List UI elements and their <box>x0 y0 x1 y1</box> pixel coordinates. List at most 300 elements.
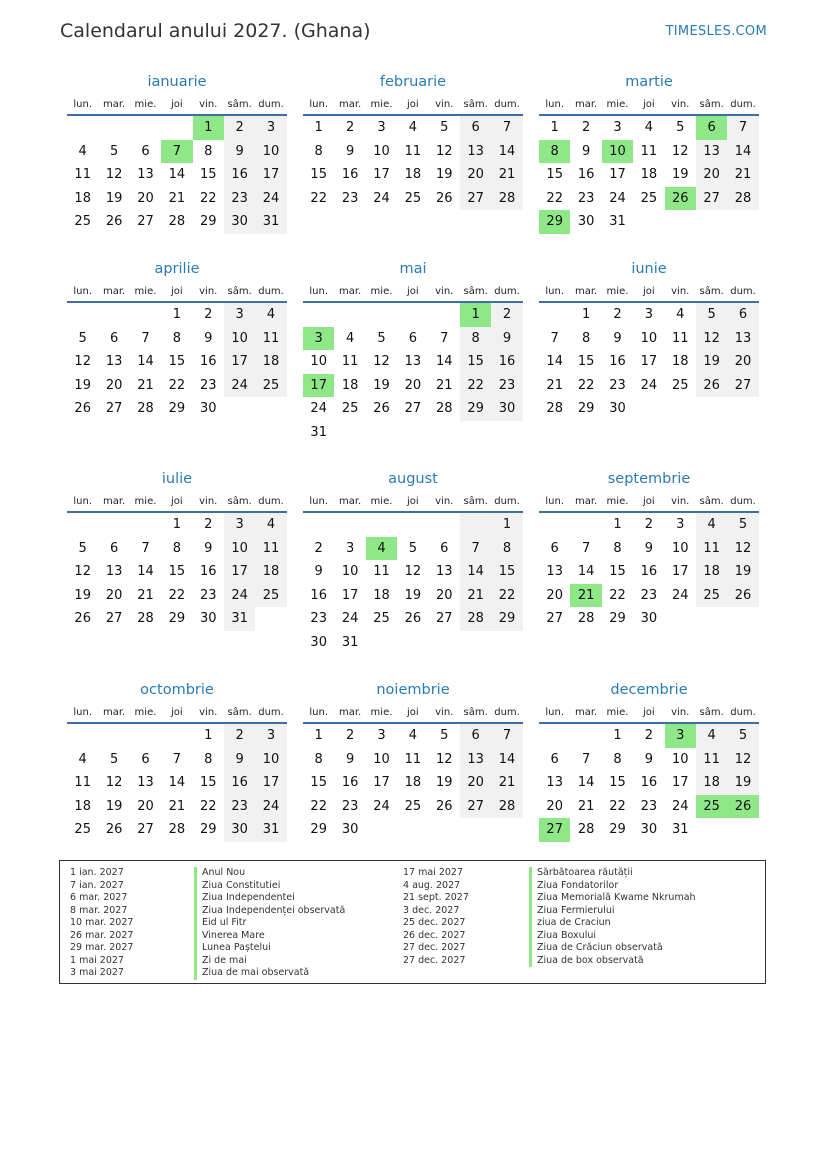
day-cell[interactable]: 30 <box>341 822 359 838</box>
day-cell[interactable]: 26 <box>74 611 91 627</box>
day-cell[interactable]: 22 <box>168 587 186 603</box>
day-cell[interactable]: 6 <box>109 330 119 346</box>
day-cell[interactable]: 9 <box>644 751 653 767</box>
day-cell[interactable]: 19 <box>435 167 453 183</box>
day-cell[interactable]: 31 <box>671 822 689 838</box>
day-cell[interactable]: 8 <box>613 540 622 556</box>
day-cell[interactable]: 25 <box>74 822 91 838</box>
day-cell[interactable]: 22 <box>609 587 626 603</box>
day-cell[interactable]: 4 <box>676 307 685 322</box>
day-cell[interactable]: 16 <box>199 354 217 370</box>
day-cell[interactable]: 6 <box>141 143 150 159</box>
day-cell[interactable]: 2 <box>224 116 255 140</box>
day-cell[interactable]: 19 <box>404 587 422 603</box>
day-cell[interactable]: 1 <box>550 120 559 135</box>
day-cell[interactable]: 13 <box>404 354 422 370</box>
day-cell[interactable]: 5 <box>109 143 119 159</box>
day-cell[interactable]: 19 <box>74 587 91 603</box>
day-cell[interactable]: 17 <box>640 354 658 370</box>
day-cell[interactable]: 13 <box>460 748 491 772</box>
day-cell[interactable]: 2 <box>204 517 213 532</box>
day-cell[interactable]: 20 <box>460 771 491 795</box>
day-cell[interactable]: 17 <box>303 374 334 398</box>
day-cell[interactable]: 22 <box>199 798 217 814</box>
day-cell[interactable]: 30 <box>310 634 327 650</box>
day-cell[interactable]: 28 <box>727 187 758 211</box>
day-cell[interactable]: 18 <box>640 167 658 183</box>
day-cell[interactable]: 31 <box>255 210 286 234</box>
day-cell[interactable]: 4 <box>255 303 286 327</box>
day-cell[interactable]: 27 <box>460 187 491 211</box>
day-cell[interactable]: 5 <box>78 330 87 346</box>
day-cell[interactable]: 5 <box>408 540 417 556</box>
day-cell[interactable]: 17 <box>609 167 626 183</box>
day-cell[interactable]: 12 <box>74 564 91 580</box>
day-cell[interactable]: 27 <box>546 611 563 627</box>
day-cell[interactable]: 7 <box>440 330 449 346</box>
day-cell[interactable]: 18 <box>373 587 390 603</box>
day-cell[interactable]: 13 <box>696 140 727 164</box>
day-cell[interactable]: 14 <box>168 167 186 183</box>
day-cell[interactable]: 6 <box>141 751 150 767</box>
day-cell[interactable]: 12 <box>105 167 123 183</box>
day-cell[interactable]: 16 <box>224 771 255 795</box>
day-cell[interactable]: 27 <box>137 214 154 230</box>
day-cell[interactable]: 10 <box>373 751 390 767</box>
day-cell[interactable]: 16 <box>609 354 626 370</box>
day-cell[interactable]: 6 <box>550 540 559 556</box>
day-cell[interactable]: 24 <box>640 377 658 393</box>
day-cell[interactable]: 28 <box>460 607 491 631</box>
day-cell[interactable]: 1 <box>491 513 522 537</box>
day-cell[interactable]: 8 <box>204 751 213 767</box>
day-cell[interactable]: 25 <box>404 798 422 814</box>
day-cell[interactable]: 10 <box>255 140 286 164</box>
day-cell[interactable]: 20 <box>435 587 453 603</box>
day-cell[interactable]: 21 <box>491 771 522 795</box>
day-cell[interactable]: 18 <box>696 771 727 795</box>
day-cell[interactable]: 7 <box>727 116 758 140</box>
day-cell[interactable]: 30 <box>640 611 658 627</box>
day-cell[interactable]: 12 <box>74 354 91 370</box>
day-cell[interactable]: 29 <box>199 822 217 838</box>
day-cell[interactable]: 3 <box>224 303 255 327</box>
day-cell[interactable]: 30 <box>224 818 255 842</box>
day-cell[interactable]: 8 <box>460 327 491 351</box>
day-cell[interactable]: 7 <box>460 537 491 561</box>
day-cell[interactable]: 20 <box>460 163 491 187</box>
day-cell[interactable]: 17 <box>224 350 255 374</box>
day-cell[interactable]: 7 <box>491 116 522 140</box>
day-cell[interactable]: 30 <box>609 401 626 417</box>
day-cell[interactable]: 16 <box>640 775 658 791</box>
day-cell[interactable]: 18 <box>341 377 359 393</box>
day-cell[interactable]: 4 <box>78 751 87 767</box>
day-cell[interactable]: 21 <box>168 798 186 814</box>
day-cell[interactable]: 28 <box>577 611 595 627</box>
day-cell[interactable]: 3 <box>377 120 386 135</box>
day-cell[interactable]: 26 <box>696 374 727 398</box>
day-cell[interactable]: 3 <box>255 724 286 748</box>
day-cell[interactable]: 5 <box>440 728 449 743</box>
day-cell[interactable]: 21 <box>491 163 522 187</box>
day-cell[interactable]: 1 <box>314 728 323 743</box>
day-cell[interactable]: 7 <box>141 540 150 556</box>
day-cell[interactable]: 27 <box>105 401 123 417</box>
day-cell[interactable]: 9 <box>314 564 323 580</box>
day-cell[interactable]: 21 <box>460 584 491 608</box>
day-cell[interactable]: 19 <box>727 771 758 795</box>
day-cell[interactable]: 10 <box>255 748 286 772</box>
day-cell[interactable]: 26 <box>727 584 758 608</box>
day-cell[interactable]: 7 <box>550 330 559 346</box>
day-cell[interactable]: 13 <box>137 167 154 183</box>
day-cell[interactable]: 28 <box>491 795 522 819</box>
day-cell[interactable]: 16 <box>224 163 255 187</box>
day-cell[interactable]: 2 <box>644 517 653 532</box>
day-cell[interactable]: 26 <box>435 798 453 814</box>
day-cell[interactable]: 20 <box>137 190 154 206</box>
day-cell[interactable]: 9 <box>613 330 622 346</box>
day-cell[interactable]: 4 <box>78 143 87 159</box>
day-cell[interactable]: 19 <box>696 350 727 374</box>
day-cell[interactable]: 27 <box>105 611 123 627</box>
day-cell[interactable]: 16 <box>310 587 327 603</box>
day-cell[interactable]: 24 <box>671 587 689 603</box>
day-cell[interactable]: 1 <box>314 120 323 135</box>
day-cell[interactable]: 3 <box>665 724 696 748</box>
day-cell[interactable]: 29 <box>539 210 570 234</box>
day-cell[interactable]: 28 <box>168 214 186 230</box>
day-cell[interactable]: 24 <box>341 611 359 627</box>
day-cell[interactable]: 15 <box>310 775 327 791</box>
day-cell[interactable]: 20 <box>105 377 123 393</box>
day-cell[interactable]: 20 <box>137 798 154 814</box>
day-cell[interactable]: 24 <box>255 795 286 819</box>
day-cell[interactable]: 13 <box>546 564 563 580</box>
day-cell[interactable]: 30 <box>224 210 255 234</box>
day-cell[interactable]: 23 <box>491 374 522 398</box>
day-cell[interactable]: 20 <box>546 798 563 814</box>
day-cell[interactable]: 24 <box>255 187 286 211</box>
day-cell[interactable]: 11 <box>640 143 658 159</box>
day-cell[interactable]: 28 <box>546 401 563 417</box>
day-cell[interactable]: 17 <box>224 560 255 584</box>
day-cell[interactable]: 26 <box>435 190 453 206</box>
day-cell[interactable]: 29 <box>460 397 491 421</box>
day-cell[interactable]: 14 <box>491 748 522 772</box>
day-cell[interactable]: 27 <box>404 401 422 417</box>
day-cell[interactable]: 7 <box>161 140 192 164</box>
day-cell[interactable]: 3 <box>345 540 355 556</box>
day-cell[interactable]: 13 <box>460 140 491 164</box>
day-cell[interactable]: 8 <box>613 751 622 767</box>
day-cell[interactable]: 21 <box>137 377 154 393</box>
day-cell[interactable]: 14 <box>577 564 595 580</box>
day-cell[interactable]: 23 <box>341 190 359 206</box>
day-cell[interactable]: 30 <box>577 214 595 230</box>
day-cell[interactable]: 24 <box>609 190 626 206</box>
day-cell[interactable]: 15 <box>168 354 186 370</box>
day-cell[interactable]: 1 <box>172 517 181 532</box>
day-cell[interactable]: 22 <box>546 190 563 206</box>
day-cell[interactable]: 3 <box>224 513 255 537</box>
day-cell[interactable]: 20 <box>105 587 123 603</box>
day-cell[interactable]: 18 <box>74 190 91 206</box>
day-cell[interactable]: 10 <box>224 327 255 351</box>
day-cell[interactable]: 11 <box>74 167 91 183</box>
day-cell[interactable]: 16 <box>341 167 359 183</box>
day-cell[interactable]: 3 <box>377 728 386 743</box>
day-cell[interactable]: 10 <box>373 143 390 159</box>
day-cell[interactable]: 1 <box>613 728 622 743</box>
day-cell[interactable]: 23 <box>310 611 327 627</box>
day-cell[interactable]: 14 <box>435 354 453 370</box>
day-cell[interactable]: 12 <box>435 143 453 159</box>
day-cell[interactable]: 5 <box>377 330 386 346</box>
day-cell[interactable]: 10 <box>671 540 689 556</box>
day-cell[interactable]: 15 <box>546 167 563 183</box>
day-cell[interactable]: 8 <box>172 540 181 556</box>
day-cell[interactable]: 13 <box>546 775 563 791</box>
day-cell[interactable]: 27 <box>727 374 758 398</box>
day-cell[interactable]: 18 <box>74 798 91 814</box>
day-cell[interactable]: 30 <box>199 611 217 627</box>
day-cell[interactable]: 5 <box>696 303 727 327</box>
day-cell[interactable]: 6 <box>460 724 491 748</box>
day-cell[interactable]: 11 <box>671 330 689 346</box>
day-cell[interactable]: 24 <box>310 401 327 417</box>
day-cell[interactable]: 15 <box>199 167 217 183</box>
day-cell[interactable]: 2 <box>613 307 622 322</box>
day-cell[interactable]: 18 <box>404 775 422 791</box>
day-cell[interactable]: 3 <box>676 517 685 532</box>
day-cell[interactable]: 7 <box>581 751 591 767</box>
day-cell[interactable]: 2 <box>224 724 255 748</box>
day-cell[interactable]: 1 <box>460 303 491 327</box>
day-cell[interactable]: 14 <box>727 140 758 164</box>
day-cell[interactable]: 27 <box>137 822 154 838</box>
day-cell[interactable]: 12 <box>435 751 453 767</box>
day-cell[interactable]: 9 <box>224 748 255 772</box>
day-cell[interactable]: 24 <box>224 584 255 608</box>
day-cell[interactable]: 12 <box>373 354 390 370</box>
day-cell[interactable]: 11 <box>696 537 727 561</box>
day-cell[interactable]: 20 <box>727 350 758 374</box>
day-cell[interactable]: 23 <box>341 798 359 814</box>
day-cell[interactable]: 23 <box>640 798 658 814</box>
day-cell[interactable]: 22 <box>168 377 186 393</box>
day-cell[interactable]: 1 <box>204 728 213 743</box>
day-cell[interactable]: 4 <box>255 513 286 537</box>
day-cell[interactable]: 29 <box>199 214 217 230</box>
day-cell[interactable]: 2 <box>345 728 355 743</box>
day-cell[interactable]: 22 <box>460 374 491 398</box>
day-cell[interactable]: 17 <box>671 775 689 791</box>
day-cell[interactable]: 19 <box>74 377 91 393</box>
day-cell[interactable]: 28 <box>168 822 186 838</box>
day-cell[interactable]: 9 <box>345 751 355 767</box>
day-cell[interactable]: 3 <box>255 116 286 140</box>
day-cell[interactable]: 14 <box>546 354 563 370</box>
day-cell[interactable]: 11 <box>255 327 286 351</box>
day-cell[interactable]: 9 <box>345 143 355 159</box>
day-cell[interactable]: 22 <box>577 377 595 393</box>
day-cell[interactable]: 24 <box>373 190 390 206</box>
day-cell[interactable]: 19 <box>671 167 689 183</box>
day-cell[interactable]: 12 <box>671 143 689 159</box>
day-cell[interactable]: 6 <box>460 116 491 140</box>
day-cell[interactable]: 5 <box>676 120 685 135</box>
day-cell[interactable]: 2 <box>314 540 323 556</box>
day-cell[interactable]: 4 <box>644 120 653 135</box>
day-cell[interactable]: 8 <box>581 330 591 346</box>
day-cell[interactable]: 25 <box>373 611 390 627</box>
day-cell[interactable]: 14 <box>137 564 154 580</box>
day-cell[interactable]: 29 <box>577 401 595 417</box>
day-cell[interactable]: 27 <box>435 611 453 627</box>
day-cell[interactable]: 14 <box>137 354 154 370</box>
day-cell[interactable]: 9 <box>644 540 653 556</box>
day-cell[interactable]: 2 <box>491 303 522 327</box>
day-cell[interactable]: 20 <box>546 587 563 603</box>
day-cell[interactable]: 3 <box>644 307 653 322</box>
day-cell[interactable]: 21 <box>570 584 601 608</box>
day-cell[interactable]: 13 <box>727 327 758 351</box>
day-cell[interactable]: 7 <box>491 724 522 748</box>
day-cell[interactable]: 21 <box>168 190 186 206</box>
day-cell[interactable]: 22 <box>199 190 217 206</box>
day-cell[interactable]: 31 <box>310 424 327 440</box>
day-cell[interactable]: 20 <box>404 377 422 393</box>
day-cell[interactable]: 25 <box>404 190 422 206</box>
day-cell[interactable]: 1 <box>172 307 181 322</box>
day-cell[interactable]: 9 <box>224 140 255 164</box>
day-cell[interactable]: 23 <box>609 377 626 393</box>
day-cell[interactable]: 13 <box>435 564 453 580</box>
day-cell[interactable]: 21 <box>727 163 758 187</box>
day-cell[interactable]: 4 <box>366 537 397 561</box>
day-cell[interactable]: 4 <box>408 728 417 743</box>
day-cell[interactable]: 5 <box>78 540 87 556</box>
day-cell[interactable]: 8 <box>314 751 323 767</box>
day-cell[interactable]: 8 <box>539 140 570 164</box>
day-cell[interactable]: 17 <box>373 167 390 183</box>
day-cell[interactable]: 24 <box>373 798 390 814</box>
day-cell[interactable]: 22 <box>310 190 327 206</box>
day-cell[interactable]: 17 <box>671 564 689 580</box>
day-cell[interactable]: 4 <box>345 330 355 346</box>
day-cell[interactable]: 28 <box>491 187 522 211</box>
day-cell[interactable]: 9 <box>204 330 213 346</box>
day-cell[interactable]: 11 <box>696 748 727 772</box>
day-cell[interactable]: 28 <box>577 822 595 838</box>
day-cell[interactable]: 25 <box>696 795 727 819</box>
day-cell[interactable]: 22 <box>310 798 327 814</box>
day-cell[interactable]: 26 <box>105 822 123 838</box>
day-cell[interactable]: 1 <box>613 517 622 532</box>
day-cell[interactable]: 31 <box>224 607 255 631</box>
day-cell[interactable]: 15 <box>460 350 491 374</box>
day-cell[interactable]: 22 <box>609 798 626 814</box>
day-cell[interactable]: 10 <box>640 330 658 346</box>
day-cell[interactable]: 31 <box>255 818 286 842</box>
day-cell[interactable]: 10 <box>341 564 359 580</box>
day-cell[interactable]: 19 <box>373 377 390 393</box>
day-cell[interactable]: 25 <box>74 214 91 230</box>
day-cell[interactable]: 21 <box>435 377 453 393</box>
day-cell[interactable]: 23 <box>199 377 217 393</box>
day-cell[interactable]: 18 <box>255 350 286 374</box>
day-cell[interactable]: 7 <box>172 751 181 767</box>
day-cell[interactable]: 18 <box>671 354 689 370</box>
day-cell[interactable]: 8 <box>491 537 522 561</box>
day-cell[interactable]: 10 <box>671 751 689 767</box>
day-cell[interactable]: 23 <box>224 187 255 211</box>
day-cell[interactable]: 25 <box>341 401 359 417</box>
day-cell[interactable]: 23 <box>199 587 217 603</box>
day-cell[interactable]: 11 <box>404 143 422 159</box>
day-cell[interactable]: 14 <box>577 775 595 791</box>
day-cell[interactable]: 11 <box>341 354 359 370</box>
day-cell[interactable]: 14 <box>460 560 491 584</box>
day-cell[interactable]: 25 <box>640 190 658 206</box>
day-cell[interactable]: 17 <box>373 775 390 791</box>
day-cell[interactable]: 23 <box>577 190 595 206</box>
day-cell[interactable]: 14 <box>168 775 186 791</box>
day-cell[interactable]: 28 <box>137 611 154 627</box>
day-cell[interactable]: 5 <box>109 751 119 767</box>
day-cell[interactable]: 6 <box>440 540 449 556</box>
day-cell[interactable]: 13 <box>105 354 123 370</box>
day-cell[interactable]: 27 <box>696 187 727 211</box>
day-cell[interactable]: 10 <box>310 354 327 370</box>
day-cell[interactable]: 29 <box>609 822 626 838</box>
day-cell[interactable]: 25 <box>255 374 286 398</box>
day-cell[interactable]: 20 <box>696 163 727 187</box>
day-cell[interactable]: 26 <box>373 401 390 417</box>
day-cell[interactable]: 12 <box>696 327 727 351</box>
day-cell[interactable]: 12 <box>404 564 422 580</box>
day-cell[interactable]: 16 <box>640 564 658 580</box>
day-cell[interactable]: 26 <box>665 187 696 211</box>
day-cell[interactable]: 5 <box>727 513 758 537</box>
day-cell[interactable]: 1 <box>193 116 224 140</box>
day-cell[interactable]: 28 <box>137 401 154 417</box>
day-cell[interactable]: 10 <box>224 537 255 561</box>
day-cell[interactable]: 27 <box>460 795 491 819</box>
day-cell[interactable]: 1 <box>581 307 591 322</box>
day-cell[interactable]: 3 <box>613 120 622 135</box>
day-cell[interactable]: 18 <box>404 167 422 183</box>
day-cell[interactable]: 26 <box>105 214 123 230</box>
day-cell[interactable]: 10 <box>602 140 633 164</box>
day-cell[interactable]: 2 <box>581 120 591 135</box>
day-cell[interactable]: 15 <box>491 560 522 584</box>
day-cell[interactable]: 11 <box>74 775 91 791</box>
day-cell[interactable]: 12 <box>727 748 758 772</box>
day-cell[interactable]: 11 <box>255 537 286 561</box>
day-cell[interactable]: 21 <box>137 587 154 603</box>
day-cell[interactable]: 5 <box>727 724 758 748</box>
day-cell[interactable]: 15 <box>168 564 186 580</box>
day-cell[interactable]: 15 <box>577 354 595 370</box>
day-cell[interactable]: 8 <box>204 143 213 159</box>
day-cell[interactable]: 6 <box>696 116 727 140</box>
day-cell[interactable]: 30 <box>491 397 522 421</box>
day-cell[interactable]: 21 <box>577 798 595 814</box>
day-cell[interactable]: 29 <box>491 607 522 631</box>
